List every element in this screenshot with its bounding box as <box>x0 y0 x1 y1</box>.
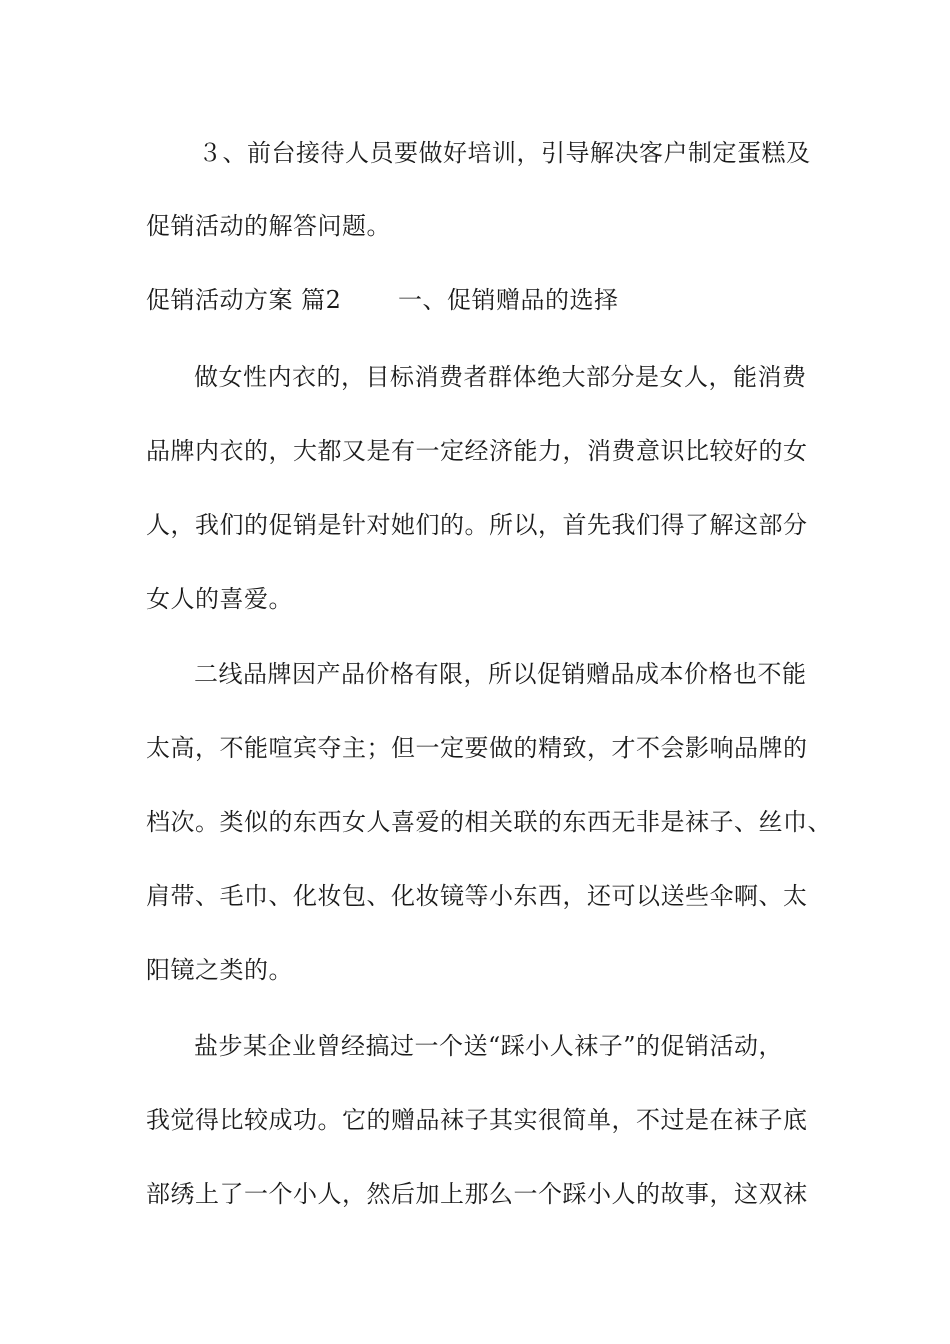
section-heading: 一、促销赠品的选择 <box>398 286 619 314</box>
paragraph-line: 二线品牌因产品价格有限，所以促销赠品成本价格也不能 <box>194 660 807 688</box>
paragraph-line: 盐步某企业曾经搞过一个送“踩小人袜子”的促销活动， <box>194 1032 784 1060</box>
paragraph-line: 太高，不能喧宾夺主；但一定要做的精致，才不会影响品牌的 <box>146 734 808 762</box>
paragraph-line: 阳镜之类的。 <box>146 956 293 984</box>
paragraph-line: 人，我们的促销是针对她们的。所以，首先我们得了解这部分 <box>146 511 808 539</box>
paragraph-line: ３、前台接待人员要做好培训，引导解决客户制定蛋糕及 <box>198 139 811 167</box>
paragraph-line: 做女性内衣的，目标消费者群体绝大部分是女人，能消费 <box>194 363 807 391</box>
paragraph-line: 肩带、毛巾、化妆包、化妆镜等小东西，还可以送些伞啊、太 <box>146 882 808 910</box>
paragraph-line: 档次。类似的东西女人喜爱的相关联的东西无非是袜子、丝巾、 <box>146 808 832 836</box>
paragraph-line: 女人的喜爱。 <box>146 585 293 613</box>
paragraph-line: 促销活动的解答问题。 <box>146 212 391 240</box>
paragraph-line: 品牌内衣的，大都又是有一定经济能力，消费意识比较好的女 <box>146 437 808 465</box>
paragraph-line: 我觉得比较成功。它的赠品袜子其实很简单，不过是在袜子底 <box>146 1106 808 1134</box>
paragraph-line: 部绣上了一个小人，然后加上那么一个踩小人的故事，这双袜 <box>146 1180 808 1208</box>
section-title: 促销活动方案 篇2 <box>146 286 342 314</box>
